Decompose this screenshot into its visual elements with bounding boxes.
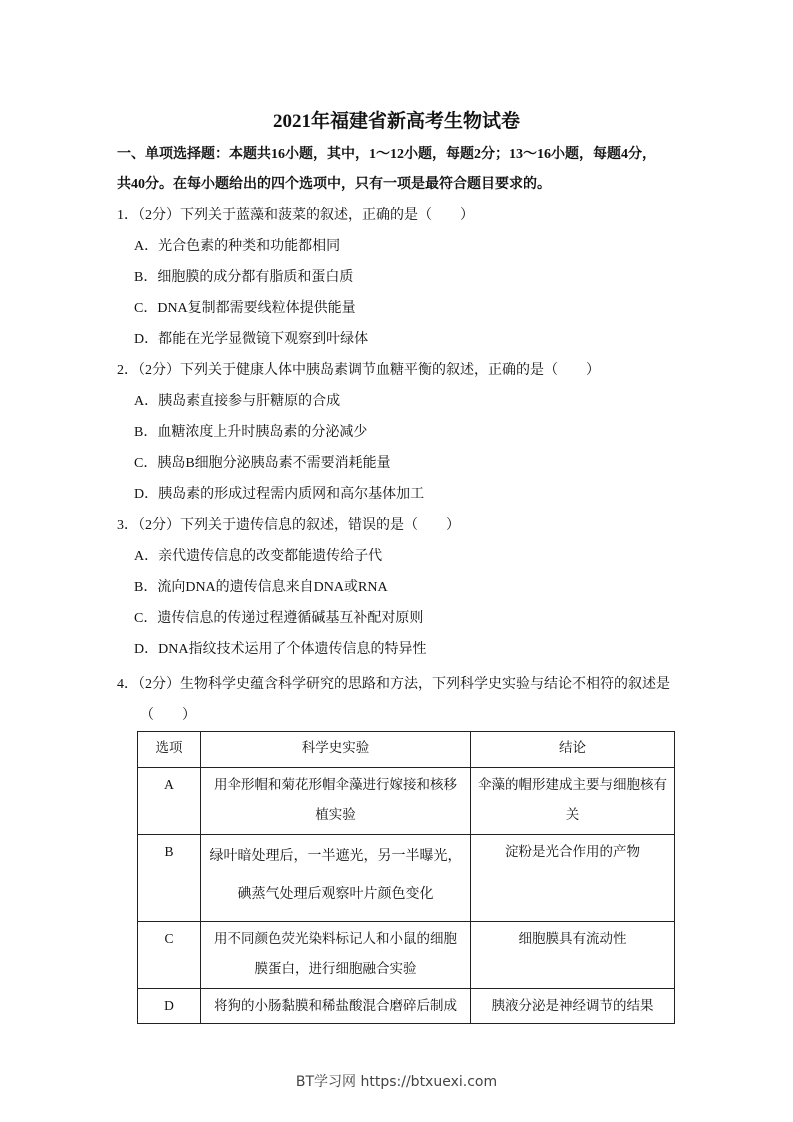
row-experiment — [201, 989, 471, 1024]
option: A．光合色素的种类和功能都相同 — [134, 239, 341, 254]
row-experiment — [201, 922, 471, 989]
cell-line: 关 — [565, 807, 580, 822]
page-title: 2021年福建省新高考生物试卷 — [272, 111, 520, 132]
cell-line: 膜蛋白，进行细胞融合实验 — [254, 961, 417, 976]
option: D．DNA指纹技术运用了个体遗传信息的特异性 — [134, 642, 427, 657]
option: B．血糖浓度上升时胰岛素的分泌减少 — [134, 425, 368, 440]
footer-watermark: BT学习网 https://btxuexi.com — [295, 1074, 498, 1090]
experiment-table — [137, 731, 675, 1024]
option: A．胰岛素直接参与肝糖原的合成 — [134, 394, 341, 409]
option: D．都能在光学显微镜下观察到叶绿体 — [134, 332, 369, 347]
section-instruction: 共40分。在每小题给出的四个选项中，只有一项是最符合题目要求的。 — [117, 177, 551, 192]
row-experiment — [201, 768, 471, 835]
option: C．遗传信息的传递过程遵循碱基互补配对原则 — [134, 611, 424, 626]
question-stem: 4．（2分）生物科学史蕴含科学研究的思路和方法，下列科学史实验与结论不相符的叙述是 — [117, 677, 670, 692]
cell-line: 绿叶暗处理后，一半遮光，另一半曝光， — [209, 848, 462, 864]
option: D．胰岛素的形成过程需内质网和高尔基体加工 — [134, 487, 425, 502]
row-conclusion — [471, 768, 675, 835]
cell-line: 将狗的小肠黏膜和稀盐酸混合磨碎后制成 — [214, 998, 457, 1013]
answer-paren: （ ） — [140, 708, 196, 723]
row-option: D — [138, 989, 201, 1024]
cell-line: 用不同颜色荧光染料标记人和小鼠的细胞 — [214, 931, 457, 946]
header-experiment: 科学史实验 — [201, 732, 471, 768]
cell-line: 植实验 — [315, 807, 356, 822]
option: B．流向DNA的遗传信息来自DNA或RNA — [134, 580, 388, 595]
row-conclusion — [471, 835, 675, 922]
question-stem: 1．（2分）下列关于蓝藻和菠菜的叙述，正确的是（ ） — [117, 208, 474, 223]
option: C．DNA复制都需要线粒体提供能量 — [134, 301, 356, 316]
question-stem: 3．（2分）下列关于遗传信息的叙述，错误的是（ ） — [117, 518, 460, 533]
row-option: C — [138, 922, 201, 989]
row-conclusion — [471, 922, 675, 989]
option: C．胰岛B细胞分泌胰岛素不需要消耗能量 — [134, 456, 391, 471]
question-stem: 2．（2分）下列关于健康人体中胰岛素调节血糖平衡的叙述，正确的是（ ） — [117, 363, 600, 378]
row-conclusion — [471, 989, 675, 1024]
cell-line: 伞藻的帽形建成主要与细胞核有 — [478, 777, 667, 792]
header-option: 选项 — [138, 732, 201, 768]
option: B．细胞膜的成分都有脂质和蛋白质 — [134, 270, 354, 285]
option: A．亲代遗传信息的改变都能遗传给子代 — [134, 549, 383, 564]
cell-line: 用伞形帽和菊花形帽伞藻进行嫁接和核移 — [214, 777, 457, 792]
cell-line: 细胞膜具有流动性 — [518, 931, 627, 946]
header-conclusion: 结论 — [471, 732, 675, 768]
cell-line: 碘蒸气处理后观察叶片颜色变化 — [237, 886, 434, 902]
row-experiment — [201, 835, 471, 922]
cell-line: 胰液分泌是神经调节的结果 — [491, 998, 654, 1013]
section-instruction: 一、单项选择题：本题共16小题，其中，1～12小题，每题2分；13～16小题，每题4分， — [117, 147, 656, 162]
cell-line: 淀粉是光合作用的产物 — [505, 844, 640, 859]
row-option: B — [138, 835, 201, 922]
row-option: A — [138, 768, 201, 835]
